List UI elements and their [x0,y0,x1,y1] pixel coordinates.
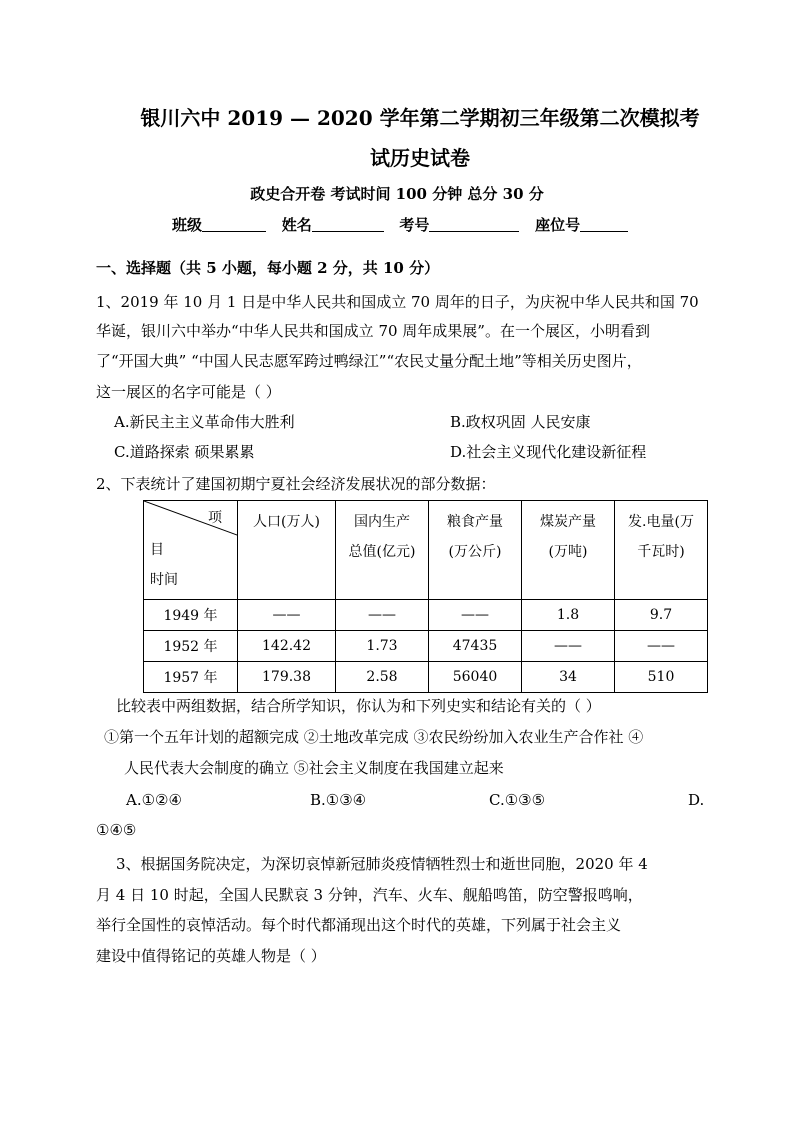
q2-option-c: C.①③⑤ [489,791,546,809]
column-header: 发.电量(万 千瓦时) [615,501,708,600]
table-row [144,631,708,662]
column-header: 国内生产 总值(亿元) [336,501,429,600]
q1-option-c: C.道路探索 硕果累累 [114,443,255,461]
q3-line: 举行全国性的哀悼活动。每个时代都涌现出这个时代的英雄，下列属于社会主义 [96,916,622,934]
q1-option-d: D.社会主义现代化建设新征程 [450,443,647,461]
q2-option-d-letter: D. [688,791,705,809]
column-header: 煤炭产量 (万吨) [522,501,615,600]
seat-no-label: 座位号 [535,216,581,234]
name-blank[interactable] [312,215,384,232]
table-row [144,662,708,693]
q1-line: 华诞，银川六中举办“中华人民共和国成立 70 周年成果展”。在一个展区，小明看到 [96,322,650,340]
q2-question: 比较表中两组数据，结合所学知识，你认为和下列史实和结论有关的（ ） [116,697,601,715]
q2-option-d-text: ①④⑤ [96,821,137,839]
section-heading: 一、选择题（共 5 小题，每小题 2 分，共 10 分） [96,259,440,277]
row-year: 1957 年 [144,662,238,693]
q2-statements-line1: ①第一个五年计划的超额完成 ②土地改革完成 ③农民纷纷加入农业生产合作社 ④ [104,728,644,746]
economy-data-table [143,500,708,693]
exam-title-line2: 试历史试卷 [370,146,470,170]
exam-title-line1: 银川六中 2019 — 2020 学年第二学期初三年级第二次模拟考 [140,106,700,130]
exam-no-label: 考号 [399,216,430,234]
table-cell: 1.73 [336,631,429,662]
row-year: 1949 年 [144,600,238,631]
student-info-row [172,214,628,235]
table-cell: 47435 [429,631,522,662]
row-year: 1952 年 [144,631,238,662]
corner-label-item: 项 [208,510,222,526]
class-blank[interactable] [202,215,266,232]
table-cell: —— [238,600,336,631]
table-cell: —— [429,600,522,631]
q3-line: 3、根据国务院决定，为深切哀悼新冠肺炎疫情牺牲烈士和逝世同胞，2020 年 4 [116,855,648,873]
column-header: 人口(万人) [238,501,336,600]
table-cell: —— [522,631,615,662]
table-cell: 34 [522,662,615,693]
q2-intro: 2、下表统计了建国初期宁夏社会经济发展状况的部分数据： [96,475,496,493]
table-cell: 9.7 [615,600,708,631]
table-cell: 510 [615,662,708,693]
table-header-row [144,501,708,600]
q1-option-a: A.新民主主义革命伟大胜利 [114,413,295,431]
table-cell: 56040 [429,662,522,693]
corner-label-item: 目 [150,542,164,558]
seat-no-blank[interactable] [580,215,628,232]
table-cell: 1.8 [522,600,615,631]
table-row [144,600,708,631]
class-label: 班级 [172,216,203,234]
q3-line: 建设中值得铭记的英雄人物是（ ） [96,947,326,965]
table-cell: —— [615,631,708,662]
exam-subtitle: 政史合开卷 考试时间 100 分钟 总分 30 分 [250,185,544,203]
q2-statements-line2: 人民代表大会制度的确立 ⑤社会主义制度在我国建立起来 [124,759,504,777]
exam-no-blank[interactable] [429,215,519,232]
table-cell: —— [336,600,429,631]
table-cell: 2.58 [336,662,429,693]
corner-label-time: 时间 [150,572,178,588]
q1-line: 1、2019 年 10 月 1 日是中华人民共和国成立 70 周年的日子，为庆祝中华人民共和国 70 [96,293,699,311]
q2-option-b: B.①③④ [310,791,367,809]
table-cell: 142.42 [238,631,336,662]
table-cell: 179.38 [238,662,336,693]
q1-line: 了“开国大典” “中国人民志愿军跨过鸭绿江”“农民丈量分配土地”等相关历史图片， [96,352,642,370]
q2-option-a: A.①②④ [126,791,182,809]
q1-line: 这一展区的名字可能是（ ） [96,383,281,401]
name-label: 姓名 [281,216,312,234]
q3-line: 月 4 日 10 时起，全国人民默哀 3 分钟，汽车、火车、舰船鸣笛，防空警报鸣响， [96,886,643,904]
q1-option-b: B.政权巩固 人民安康 [450,413,591,431]
column-header: 粮食产量 (万公斤) [429,501,522,600]
table-corner-cell [144,501,238,600]
